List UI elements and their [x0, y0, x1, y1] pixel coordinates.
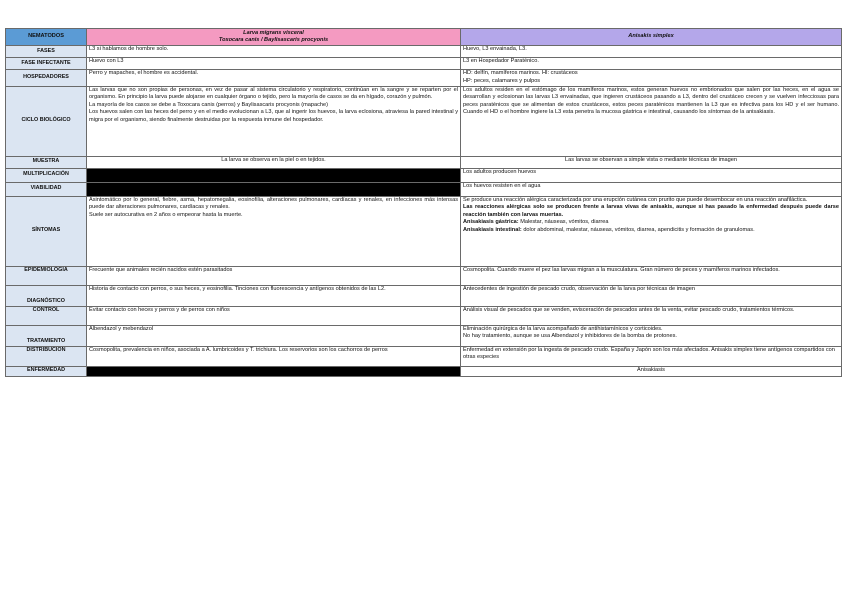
cell-anisakis: L3 en Hospedador Paraténico.: [461, 57, 842, 69]
cell-anisakis: Anisakiasis: [461, 366, 842, 376]
cell-larva: Evitar contacto con heces y perros y de perros con niños: [87, 306, 461, 325]
cell-text: Asintomático por lo general, fiebre, asma, hepatomegalia, eosinofilia, alteraciones pulmonares, cardíacas y renales, en infecciones más intensas puede dar alteraciones pulmonares, cardíacas y renales.: [89, 197, 458, 211]
header-row: [6, 29, 842, 46]
row-label: VIABILIDAD: [6, 182, 87, 196]
cell-anisakis: Las larvas se observan a simple vista o mediante técnicas de imagen: [461, 156, 842, 168]
cell-larva-empty: [87, 366, 461, 376]
gastric-label: Anisakiasis gástrica:: [463, 219, 519, 226]
cell-text: Las larvas que no son propias de personas, en vez de pasar al sistema circulatorio y respiratorio, continúan en la sangre y se reparten por el organismo. En principio la larva puede alojarse en cualquier órgano o tejido, pero la mayoría de casos se da en hígado, corazón y pulmón.: [89, 87, 458, 101]
row-epidemiologia: [6, 266, 842, 285]
cell-anisakis: Los adultos producen huevos: [461, 168, 842, 182]
row-control: [6, 306, 842, 325]
cell-anisakis: Antecedentes de ingestión de pescado crudo, observación de la larva por técnicas de imagen: [461, 285, 842, 306]
row-label: DISTRIBUCIÓN: [6, 346, 87, 366]
cell-larva: Albendazol y mebendazol: [87, 325, 461, 346]
cell-larva: [87, 86, 461, 156]
row-label: EPIDEMIOLOGÍA: [6, 266, 87, 285]
gastric-text: Malestar, náuseas, vómitos, diarrea: [518, 219, 609, 226]
cell-text: HP: peces, calamares y pulpos: [463, 77, 541, 84]
cell-anisakis: [461, 69, 842, 86]
cell-text: [463, 219, 839, 226]
header-larva-migrans-species: Toxocara canis / Baylisascaris procyonis: [218, 36, 329, 43]
cell-text-bold: Las reacciones alérgicas solo se producen frente a larvas vivas de anisakis, aunque si has pasado la enfermedad después puede darse reacción también con larvas muertas.: [463, 204, 839, 218]
cell-larva: Historia de contacto con perros, o sus heces, y eosinofilia. Tinciones con fluorescencia y antígenos obtenidos de las L2.: [87, 285, 461, 306]
row-label: TRATAMIENTO: [6, 325, 87, 346]
cell-anisakis: Cosmopolita. Cuando muere el pez las larvas migran a la musculatura. Gran número de peces y mamíferos marinos infectados.: [461, 266, 842, 285]
cell-anisakis: [461, 325, 842, 346]
cell-text: No hay tratamiento, aunque se usa Albendazol y inhibidores de la bomba de protones.: [463, 333, 677, 340]
cell-text: [463, 227, 839, 234]
cell-text: HD: delfín, mamíferos marinos. HI: crustáceos: [463, 70, 578, 77]
intestinal-label: Anisakiasis intestinal:: [463, 226, 522, 233]
cell-larva: Cosmopolita, prevalencia en niños, asociada a A. lumbricoides y T. trichiura. Los reservorios son los cachorros de perros: [87, 346, 461, 366]
row-label: SÍNTOMAS: [6, 196, 87, 266]
row-enfermedad: [6, 366, 842, 376]
cell-anisakis: Análisis visual de pescados que se venden, evisceración de pescados antes de la venta, evitar pescado crudo, tratamientos térmicos.: [461, 306, 842, 325]
nematodes-table: [5, 28, 842, 377]
cell-anisakis: Los huevos resisten en el agua: [461, 182, 842, 196]
row-label: CONTROL: [6, 306, 87, 325]
row-multiplicacion: [6, 168, 842, 182]
row-label: DIAGNÓSTICO: [6, 285, 87, 306]
cell-larva: Huevo con L3: [87, 57, 461, 69]
row-label: MUESTRA: [6, 156, 87, 168]
row-ciclo-biologico: [6, 86, 842, 156]
cell-text: Suele ser autocurativa en 2 años o empeorar hasta la muerte.: [89, 211, 243, 218]
cell-larva: La larva se observa en la piel o en tejidos.: [87, 156, 461, 168]
row-fases: [6, 45, 842, 57]
row-label: ENFERMEDAD: [6, 366, 87, 376]
header-larva-migrans-title: Larva migrans visceral: [243, 29, 304, 36]
cell-larva-empty: [87, 168, 461, 182]
row-label: FASE INFECTANTE: [6, 57, 87, 69]
cell-larva: L3 si hablamos de hombre solo.: [87, 45, 461, 57]
cell-text: Eliminación quirúrgica de la larva acompañado de antihistamínicos y corticoides.: [463, 326, 663, 332]
cell-text: La mayoría de los casos se debe a Toxocara canis (perros) y Baylisascaris procyonis (mapache): [89, 101, 328, 108]
row-muestra: [6, 156, 842, 168]
cell-larva: [87, 196, 461, 266]
row-distribucion: [6, 346, 842, 366]
row-label: HOSPEDADORES: [6, 69, 87, 86]
cell-anisakis: Enfermedad en extensión por la ingesta de pescado crudo. España y Japón son los más afectados. Anisakis simplex tiene antígenos compartidos con otras especies: [461, 346, 842, 366]
row-sintomas: [6, 196, 842, 266]
row-fase-infectante: [6, 57, 842, 69]
cell-anisakis: [461, 196, 842, 266]
row-label: MULTIPLICACIÓN: [6, 168, 87, 182]
cell-larva: Frecuente que animales recién nacidos estén parasitados: [87, 266, 461, 285]
cell-anisakis: Los adultos residen en el estómago de los mamíferos marinos, estos generan huevos no embrionados que salen por las heces, en el agua se desarrollan y eclosionan las larvas L3 envainadas, que ingieren crustáceos pasando a L3, dentro del crustáceo crecen y se vuelven infecciosas para peces paraténicos que se alimentan de estos crustáceos, estos peces paraténicos mantienen la L3 que es infectiva para los HD y el ser humano. Cuando el HD o el hombre ingiere la L3 esta penetra la mucosa gástrica e intestinal, causando los síntomas de la anisakiasis.: [461, 86, 842, 156]
cell-anisakis: Huevo, L3 envainada, L3.: [461, 45, 842, 57]
cell-text: Se produce una reacción alérgica caracterizada por una erupción cutánea con prurito que puede desembocar en una reacción anafiláctica.: [463, 197, 808, 203]
cell-larva-empty: [87, 182, 461, 196]
row-diagnostico: [6, 285, 842, 306]
header-anisakis: Anisakis simplex: [461, 29, 842, 46]
cell-text: Los huevos salen con las heces del perro y en el medio evolucionan a L3, que al ingerir los huevos, la larva eclosiona, atraviesa la pared intestinal y migra por el organismo, siendo finalmente destruidas por la respuesta inmune del hospedador.: [89, 109, 458, 123]
row-viabilidad: [6, 182, 842, 196]
header-nematodos: NEMATODOS: [6, 29, 87, 46]
row-label: CICLO BIOLÓGICO: [6, 86, 87, 156]
row-label: FASES: [6, 45, 87, 57]
cell-larva: Perro y mapaches, el hombre es accidental.: [87, 69, 461, 86]
row-hospedadores: [6, 69, 842, 86]
row-tratamiento: [6, 325, 842, 346]
intestinal-text: dolor abdominal, malestar, náuseas, vómitos, diarrea, apendicitis y formación de granulomas.: [521, 226, 755, 233]
header-larva-migrans: [87, 29, 461, 46]
